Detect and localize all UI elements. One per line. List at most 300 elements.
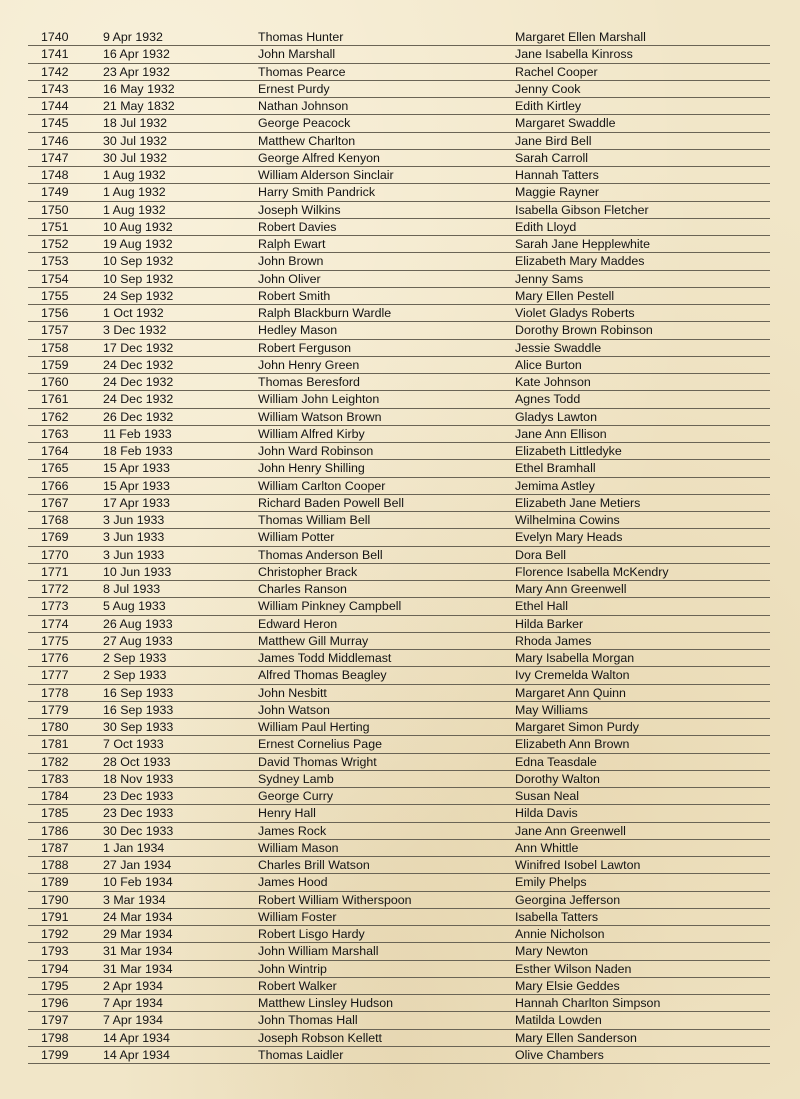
bride-name: Mary Isabella Morgan	[515, 651, 635, 665]
bride-name: Esther Wilson Naden	[515, 961, 632, 976]
entry-number: 1744	[41, 99, 69, 113]
table-row	[0, 133, 800, 150]
groom-name: John Watson	[258, 702, 330, 717]
entry-number: 1794	[41, 961, 69, 976]
bride-name: Sarah Carroll	[515, 150, 588, 165]
bride-name: Annie Nicholson	[515, 927, 605, 941]
table-row	[0, 529, 800, 546]
table-row	[0, 650, 800, 667]
table-row	[0, 805, 800, 822]
table-row	[0, 184, 800, 201]
marriage-date: 2 Sep 1933	[103, 651, 167, 665]
table-row	[0, 961, 800, 978]
bride-name: Mary Elsie Geddes	[515, 978, 620, 993]
bride-name: Florence Isabella McKendry	[515, 564, 669, 579]
bride-name: Margaret Ellen Marshall	[515, 30, 646, 44]
marriage-date: 15 Apr 1933	[103, 478, 170, 493]
groom-name: James Rock	[258, 823, 327, 838]
entry-number: 1747	[41, 150, 69, 165]
bride-name: Jane Ann Greenwell	[515, 823, 626, 838]
groom-name: John Henry Green	[258, 357, 360, 372]
entry-number: 1797	[41, 1013, 69, 1028]
bride-name: Jenny Cook	[515, 81, 581, 96]
table-row	[0, 685, 800, 702]
groom-name: Christopher Brack	[258, 564, 358, 579]
bride-name: Ethel Hall	[515, 599, 569, 614]
entry-number: 1783	[41, 771, 69, 786]
bride-name: Olive Chambers	[515, 1047, 604, 1062]
groom-name: Edward Heron	[258, 616, 338, 631]
groom-name: John William Marshall	[258, 944, 379, 959]
entry-number: 1778	[41, 685, 69, 700]
marriage-date: 3 Jun 1933	[103, 530, 165, 545]
marriage-date: 24 Dec 1932	[103, 375, 174, 389]
bride-name: Matilda Lowden	[515, 1013, 602, 1028]
entry-number: 1798	[41, 1030, 69, 1045]
bride-name: Margaret Simon Purdy	[515, 720, 639, 734]
entry-number: 1756	[41, 306, 69, 320]
entry-number: 1761	[41, 392, 69, 407]
marriage-register-table	[0, 29, 800, 1064]
table-row	[0, 253, 800, 270]
marriage-date: 5 Aug 1933	[103, 599, 166, 614]
table-row	[0, 495, 800, 512]
bride-name: Jessie Swaddle	[515, 340, 602, 355]
bride-name: Emily Phelps	[515, 875, 587, 890]
marriage-date: 1 Jan 1934	[103, 840, 165, 855]
bride-name: Wilhelmina Cowins	[515, 513, 620, 527]
entry-number: 1786	[41, 823, 69, 838]
bride-name: Dorothy Walton	[515, 771, 600, 786]
groom-name: George Peacock	[258, 116, 351, 131]
marriage-date: 9 Apr 1932	[103, 30, 163, 44]
table-row	[0, 788, 800, 805]
table-row	[0, 840, 800, 857]
table-row	[0, 564, 800, 581]
marriage-date: 10 Feb 1934	[103, 875, 173, 890]
marriage-date: 1 Aug 1932	[103, 168, 166, 182]
marriage-date: 26 Dec 1932	[103, 409, 174, 424]
table-row	[0, 995, 800, 1012]
groom-name: Robert Davies	[258, 219, 337, 234]
bride-name: Hilda Barker	[515, 616, 584, 631]
table-row	[0, 857, 800, 874]
entry-number: 1776	[41, 651, 69, 665]
entry-number: 1793	[41, 944, 69, 959]
groom-name: William Carlton Cooper	[258, 478, 386, 493]
bride-name: Hannah Tatters	[515, 168, 599, 182]
table-row	[0, 460, 800, 477]
groom-name: John Marshall	[258, 47, 336, 62]
marriage-date: 10 Sep 1932	[103, 271, 174, 286]
bride-name: May Williams	[515, 702, 588, 717]
entry-number: 1792	[41, 927, 69, 941]
groom-name: Robert Walker	[258, 978, 337, 993]
groom-name: William Pinkney Campbell	[258, 599, 402, 614]
marriage-date: 10 Sep 1932	[103, 254, 174, 269]
marriage-date: 24 Dec 1932	[103, 392, 174, 407]
groom-name: Robert Lisgo Hardy	[258, 927, 365, 941]
groom-name: Joseph Wilkins	[258, 202, 341, 217]
groom-name: Thomas Pearce	[258, 64, 346, 79]
table-row	[0, 288, 800, 305]
bride-name: Alice Burton	[515, 357, 582, 372]
entry-number: 1754	[41, 271, 69, 286]
bride-name: Edna Teasdale	[515, 754, 597, 769]
table-row	[0, 478, 800, 495]
marriage-date: 1 Aug 1932	[103, 202, 166, 217]
marriage-date: 24 Dec 1932	[103, 357, 174, 372]
entry-number: 1743	[41, 81, 69, 96]
table-row	[0, 340, 800, 357]
groom-name: Matthew Gill Murray	[258, 633, 369, 648]
groom-name: James Hood	[258, 875, 328, 890]
marriage-date: 28 Oct 1933	[103, 754, 171, 769]
table-row	[0, 167, 800, 184]
groom-name: George Alfred Kenyon	[258, 150, 380, 165]
table-row	[0, 409, 800, 426]
groom-name: Matthew Charlton	[258, 133, 356, 148]
entry-number: 1784	[41, 789, 69, 803]
marriage-date: 23 Apr 1932	[103, 64, 170, 79]
entry-number: 1760	[41, 375, 69, 389]
marriage-date: 27 Aug 1933	[103, 633, 173, 648]
entry-number: 1785	[41, 806, 69, 821]
entry-number: 1767	[41, 495, 69, 510]
bride-name: Sarah Jane Hepplewhite	[515, 237, 651, 251]
marriage-date: 24 Sep 1932	[103, 288, 174, 303]
marriage-date: 18 Jul 1932	[103, 116, 168, 131]
marriage-date: 15 Apr 1933	[103, 461, 170, 476]
groom-name: Thomas Hunter	[258, 30, 344, 44]
marriage-date: 3 Jun 1933	[103, 547, 165, 562]
marriage-date: 3 Mar 1934	[103, 892, 166, 907]
bride-name: Georgina Jefferson	[515, 892, 621, 907]
entry-number: 1771	[41, 564, 69, 579]
marriage-date: 7 Apr 1934	[103, 1013, 163, 1028]
marriage-date: 18 Nov 1933	[103, 771, 174, 786]
marriage-date: 16 Sep 1933	[103, 702, 174, 717]
marriage-date: 3 Jun 1933	[103, 513, 165, 527]
marriage-date: 16 Apr 1932	[103, 47, 170, 62]
entry-number: 1772	[41, 582, 69, 596]
marriage-date: 16 May 1932	[103, 81, 175, 96]
table-row	[0, 64, 800, 81]
table-row	[0, 823, 800, 840]
groom-name: Robert William Witherspoon	[258, 892, 412, 907]
table-row	[0, 29, 800, 46]
table-row	[0, 150, 800, 167]
entry-number: 1764	[41, 444, 69, 458]
table-row	[0, 598, 800, 615]
entry-number: 1770	[41, 547, 69, 562]
table-row	[0, 754, 800, 771]
entry-number: 1755	[41, 288, 69, 303]
entry-number: 1787	[41, 840, 69, 855]
groom-name: John Brown	[258, 254, 324, 269]
bride-name: Rhoda James	[515, 633, 592, 648]
groom-name: John Ward Robinson	[258, 444, 374, 458]
groom-name: Charles Brill Watson	[258, 858, 370, 872]
entry-number: 1774	[41, 616, 69, 631]
entry-number: 1789	[41, 875, 69, 890]
bride-name: Susan Neal	[515, 789, 580, 803]
table-row	[0, 426, 800, 443]
groom-name: James Todd Middlemast	[258, 651, 392, 665]
entry-number: 1749	[41, 185, 69, 200]
bride-name: Agnes Todd	[515, 392, 581, 407]
bride-name: Winifred Isobel Lawton	[515, 858, 641, 872]
bride-name: Hannah Charlton Simpson	[515, 996, 661, 1010]
marriage-date: 30 Sep 1933	[103, 720, 174, 734]
marriage-date: 3 Dec 1932	[103, 323, 167, 338]
bride-name: Violet Gladys Roberts	[515, 306, 635, 320]
bride-name: Isabella Gibson Fletcher	[515, 202, 649, 217]
bride-name: Mary Newton	[515, 944, 588, 959]
marriage-date: 14 Apr 1934	[103, 1047, 170, 1062]
table-row	[0, 771, 800, 788]
bride-name: Elizabeth Ann Brown	[515, 737, 630, 752]
bride-name: Isabella Tatters	[515, 909, 599, 924]
marriage-date: 18 Feb 1933	[103, 444, 173, 458]
entry-number: 1788	[41, 858, 69, 872]
marriage-date: 30 Jul 1932	[103, 133, 168, 148]
groom-name: George Curry	[258, 789, 334, 803]
bride-name: Kate Johnson	[515, 375, 591, 389]
table-row	[0, 219, 800, 236]
groom-name: William John Leighton	[258, 392, 380, 407]
marriage-date: 29 Mar 1934	[103, 927, 173, 941]
table-row	[0, 616, 800, 633]
entry-number: 1746	[41, 133, 69, 148]
table-row	[0, 46, 800, 63]
table-row	[0, 736, 800, 753]
groom-name: Harry Smith Pandrick	[258, 185, 376, 200]
marriage-date: 19 Aug 1932	[103, 237, 173, 251]
marriage-date: 31 Mar 1934	[103, 961, 173, 976]
marriage-date: 1 Aug 1932	[103, 185, 166, 200]
groom-name: Ernest Purdy	[258, 81, 330, 96]
groom-name: Hedley Mason	[258, 323, 338, 338]
bride-name: Jenny Sams	[515, 271, 584, 286]
entry-number: 1773	[41, 599, 69, 614]
bride-name: Mary Ellen Sanderson	[515, 1030, 637, 1045]
table-row	[0, 98, 800, 115]
bride-name: Maggie Rayner	[515, 185, 600, 200]
table-row	[0, 391, 800, 408]
bride-name: Jane Bird Bell	[515, 133, 592, 148]
table-row	[0, 1012, 800, 1029]
bride-name: Elizabeth Jane Metiers	[515, 495, 641, 510]
groom-name: John Nesbitt	[258, 685, 327, 700]
bride-name: Elizabeth Littledyke	[515, 444, 622, 458]
bride-name: Jane Ann Ellison	[515, 426, 607, 441]
entry-number: 1779	[41, 702, 69, 717]
table-row	[0, 926, 800, 943]
groom-name: Thomas Anderson Bell	[258, 547, 383, 562]
table-row	[0, 115, 800, 132]
bride-name: Mary Ann Greenwell	[515, 582, 627, 596]
bride-name: Edith Lloyd	[515, 219, 577, 234]
groom-name: Nathan Johnson	[258, 99, 349, 113]
bride-name: Rachel Cooper	[515, 64, 598, 79]
groom-name: Charles Ranson	[258, 582, 347, 596]
groom-name: David Thomas Wright	[258, 754, 377, 769]
entry-number: 1795	[41, 978, 69, 993]
groom-name: Ralph Blackburn Wardle	[258, 306, 392, 320]
groom-name: William Paul Herting	[258, 720, 370, 734]
entry-number: 1769	[41, 530, 69, 545]
table-row	[0, 81, 800, 98]
marriage-date: 23 Dec 1933	[103, 789, 174, 803]
marriage-date: 1 Oct 1932	[103, 306, 164, 320]
table-row	[0, 1047, 800, 1064]
marriage-date: 31 Mar 1934	[103, 944, 173, 959]
marriage-date: 30 Jul 1932	[103, 150, 168, 165]
table-row	[0, 236, 800, 253]
table-row	[0, 719, 800, 736]
entry-number: 1766	[41, 478, 69, 493]
marriage-date: 17 Apr 1933	[103, 495, 170, 510]
entry-number: 1757	[41, 323, 69, 338]
entry-number: 1750	[41, 202, 69, 217]
entry-number: 1791	[41, 909, 69, 924]
entry-number: 1753	[41, 254, 69, 269]
entry-number: 1790	[41, 892, 69, 907]
entry-number: 1751	[41, 219, 69, 234]
groom-name: Thomas Laidler	[258, 1047, 344, 1062]
table-row	[0, 978, 800, 995]
table-row	[0, 892, 800, 909]
groom-name: Joseph Robson Kellett	[258, 1030, 382, 1045]
groom-name: Thomas William Bell	[258, 513, 371, 527]
groom-name: William Watson Brown	[258, 409, 382, 424]
entry-number: 1775	[41, 633, 69, 648]
entry-number: 1765	[41, 461, 69, 476]
marriage-date: 17 Dec 1932	[103, 340, 174, 355]
bride-name: Gladys Lawton	[515, 409, 597, 424]
entry-number: 1768	[41, 513, 69, 527]
marriage-date: 23 Dec 1933	[103, 806, 174, 821]
bride-name: Jane Isabella Kinross	[515, 47, 633, 62]
entry-number: 1781	[41, 737, 69, 752]
entry-number: 1748	[41, 168, 69, 182]
marriage-date: 26 Aug 1933	[103, 616, 173, 631]
groom-name: William Potter	[258, 530, 335, 545]
groom-name: John Oliver	[258, 271, 321, 286]
table-row	[0, 909, 800, 926]
marriage-date: 10 Aug 1932	[103, 219, 173, 234]
bride-name: Hilda Davis	[515, 806, 578, 821]
table-row	[0, 271, 800, 288]
table-row	[0, 547, 800, 564]
bride-name: Jemima Astley	[515, 478, 595, 493]
table-row	[0, 943, 800, 960]
marriage-date: 24 Mar 1934	[103, 909, 173, 924]
entry-number: 1740	[41, 30, 69, 44]
marriage-date: 16 Sep 1933	[103, 685, 174, 700]
groom-name: William Foster	[258, 909, 337, 924]
groom-name: Robert Ferguson	[258, 340, 351, 355]
table-row	[0, 305, 800, 322]
marriage-date: 2 Apr 1934	[103, 978, 163, 993]
entry-number: 1741	[41, 47, 69, 62]
entry-number: 1780	[41, 720, 69, 734]
entry-number: 1763	[41, 426, 69, 441]
groom-name: Ralph Ewart	[258, 237, 326, 251]
table-row	[0, 1030, 800, 1047]
marriage-date: 7 Oct 1933	[103, 737, 164, 752]
entry-number: 1777	[41, 668, 69, 683]
bride-name: Evelyn Mary Heads	[515, 530, 623, 545]
bride-name: Mary Ellen Pestell	[515, 288, 615, 303]
groom-name: Sydney Lamb	[258, 771, 334, 786]
table-row	[0, 322, 800, 339]
groom-name: John Thomas Hall	[258, 1013, 358, 1028]
groom-name: John Wintrip	[258, 961, 327, 976]
table-row	[0, 633, 800, 650]
marriage-date: 11 Feb 1933	[103, 426, 172, 441]
bride-name: Ivy Cremelda Walton	[515, 668, 630, 683]
table-row	[0, 512, 800, 529]
marriage-date: 7 Apr 1934	[103, 996, 163, 1010]
entry-number: 1782	[41, 754, 69, 769]
groom-name: Thomas Beresford	[258, 375, 360, 389]
marriage-date: 21 May 1832	[103, 99, 175, 113]
entry-number: 1758	[41, 340, 69, 355]
entry-number: 1745	[41, 116, 69, 131]
table-row	[0, 202, 800, 219]
table-row	[0, 581, 800, 598]
groom-name: William Alfred Kirby	[258, 426, 365, 441]
entry-number: 1752	[41, 237, 69, 251]
marriage-date: 10 Jun 1933	[103, 564, 172, 579]
table-row	[0, 357, 800, 374]
marriage-date: 8 Jul 1933	[103, 582, 161, 596]
marriage-date: 27 Jan 1934	[103, 858, 172, 872]
bride-name: Ethel Bramhall	[515, 461, 596, 476]
groom-name: Richard Baden Powell Bell	[258, 495, 405, 510]
bride-name: Dorothy Brown Robinson	[515, 323, 653, 338]
bride-name: Margaret Ann Quinn	[515, 685, 626, 700]
groom-name: Henry Hall	[258, 806, 316, 821]
groom-name: Matthew Linsley Hudson	[258, 996, 393, 1010]
bride-name: Margaret Swaddle	[515, 116, 616, 131]
entry-number: 1799	[41, 1047, 69, 1062]
bride-name: Dora Bell	[515, 547, 566, 562]
entry-number: 1762	[41, 409, 69, 424]
groom-name: John Henry Shilling	[258, 461, 365, 476]
bride-name: Elizabeth Mary Maddes	[515, 254, 645, 269]
marriage-date: 14 Apr 1934	[103, 1030, 170, 1045]
groom-name: Robert Smith	[258, 288, 331, 303]
groom-name: William Mason	[258, 840, 339, 855]
entry-number: 1796	[41, 996, 69, 1010]
groom-name: William Alderson Sinclair	[258, 168, 394, 182]
table-row	[0, 443, 800, 460]
marriage-date: 30 Dec 1933	[103, 823, 174, 838]
marriage-date: 2 Sep 1933	[103, 668, 167, 683]
entry-number: 1742	[41, 64, 69, 79]
bride-name: Edith Kirtley	[515, 99, 582, 113]
groom-name: Alfred Thomas Beagley	[258, 668, 387, 683]
groom-name: Ernest Cornelius Page	[258, 737, 382, 752]
bride-name: Ann Whittle	[515, 840, 579, 855]
table-row	[0, 667, 800, 684]
table-row	[0, 374, 800, 391]
table-row	[0, 702, 800, 719]
table-row	[0, 874, 800, 891]
